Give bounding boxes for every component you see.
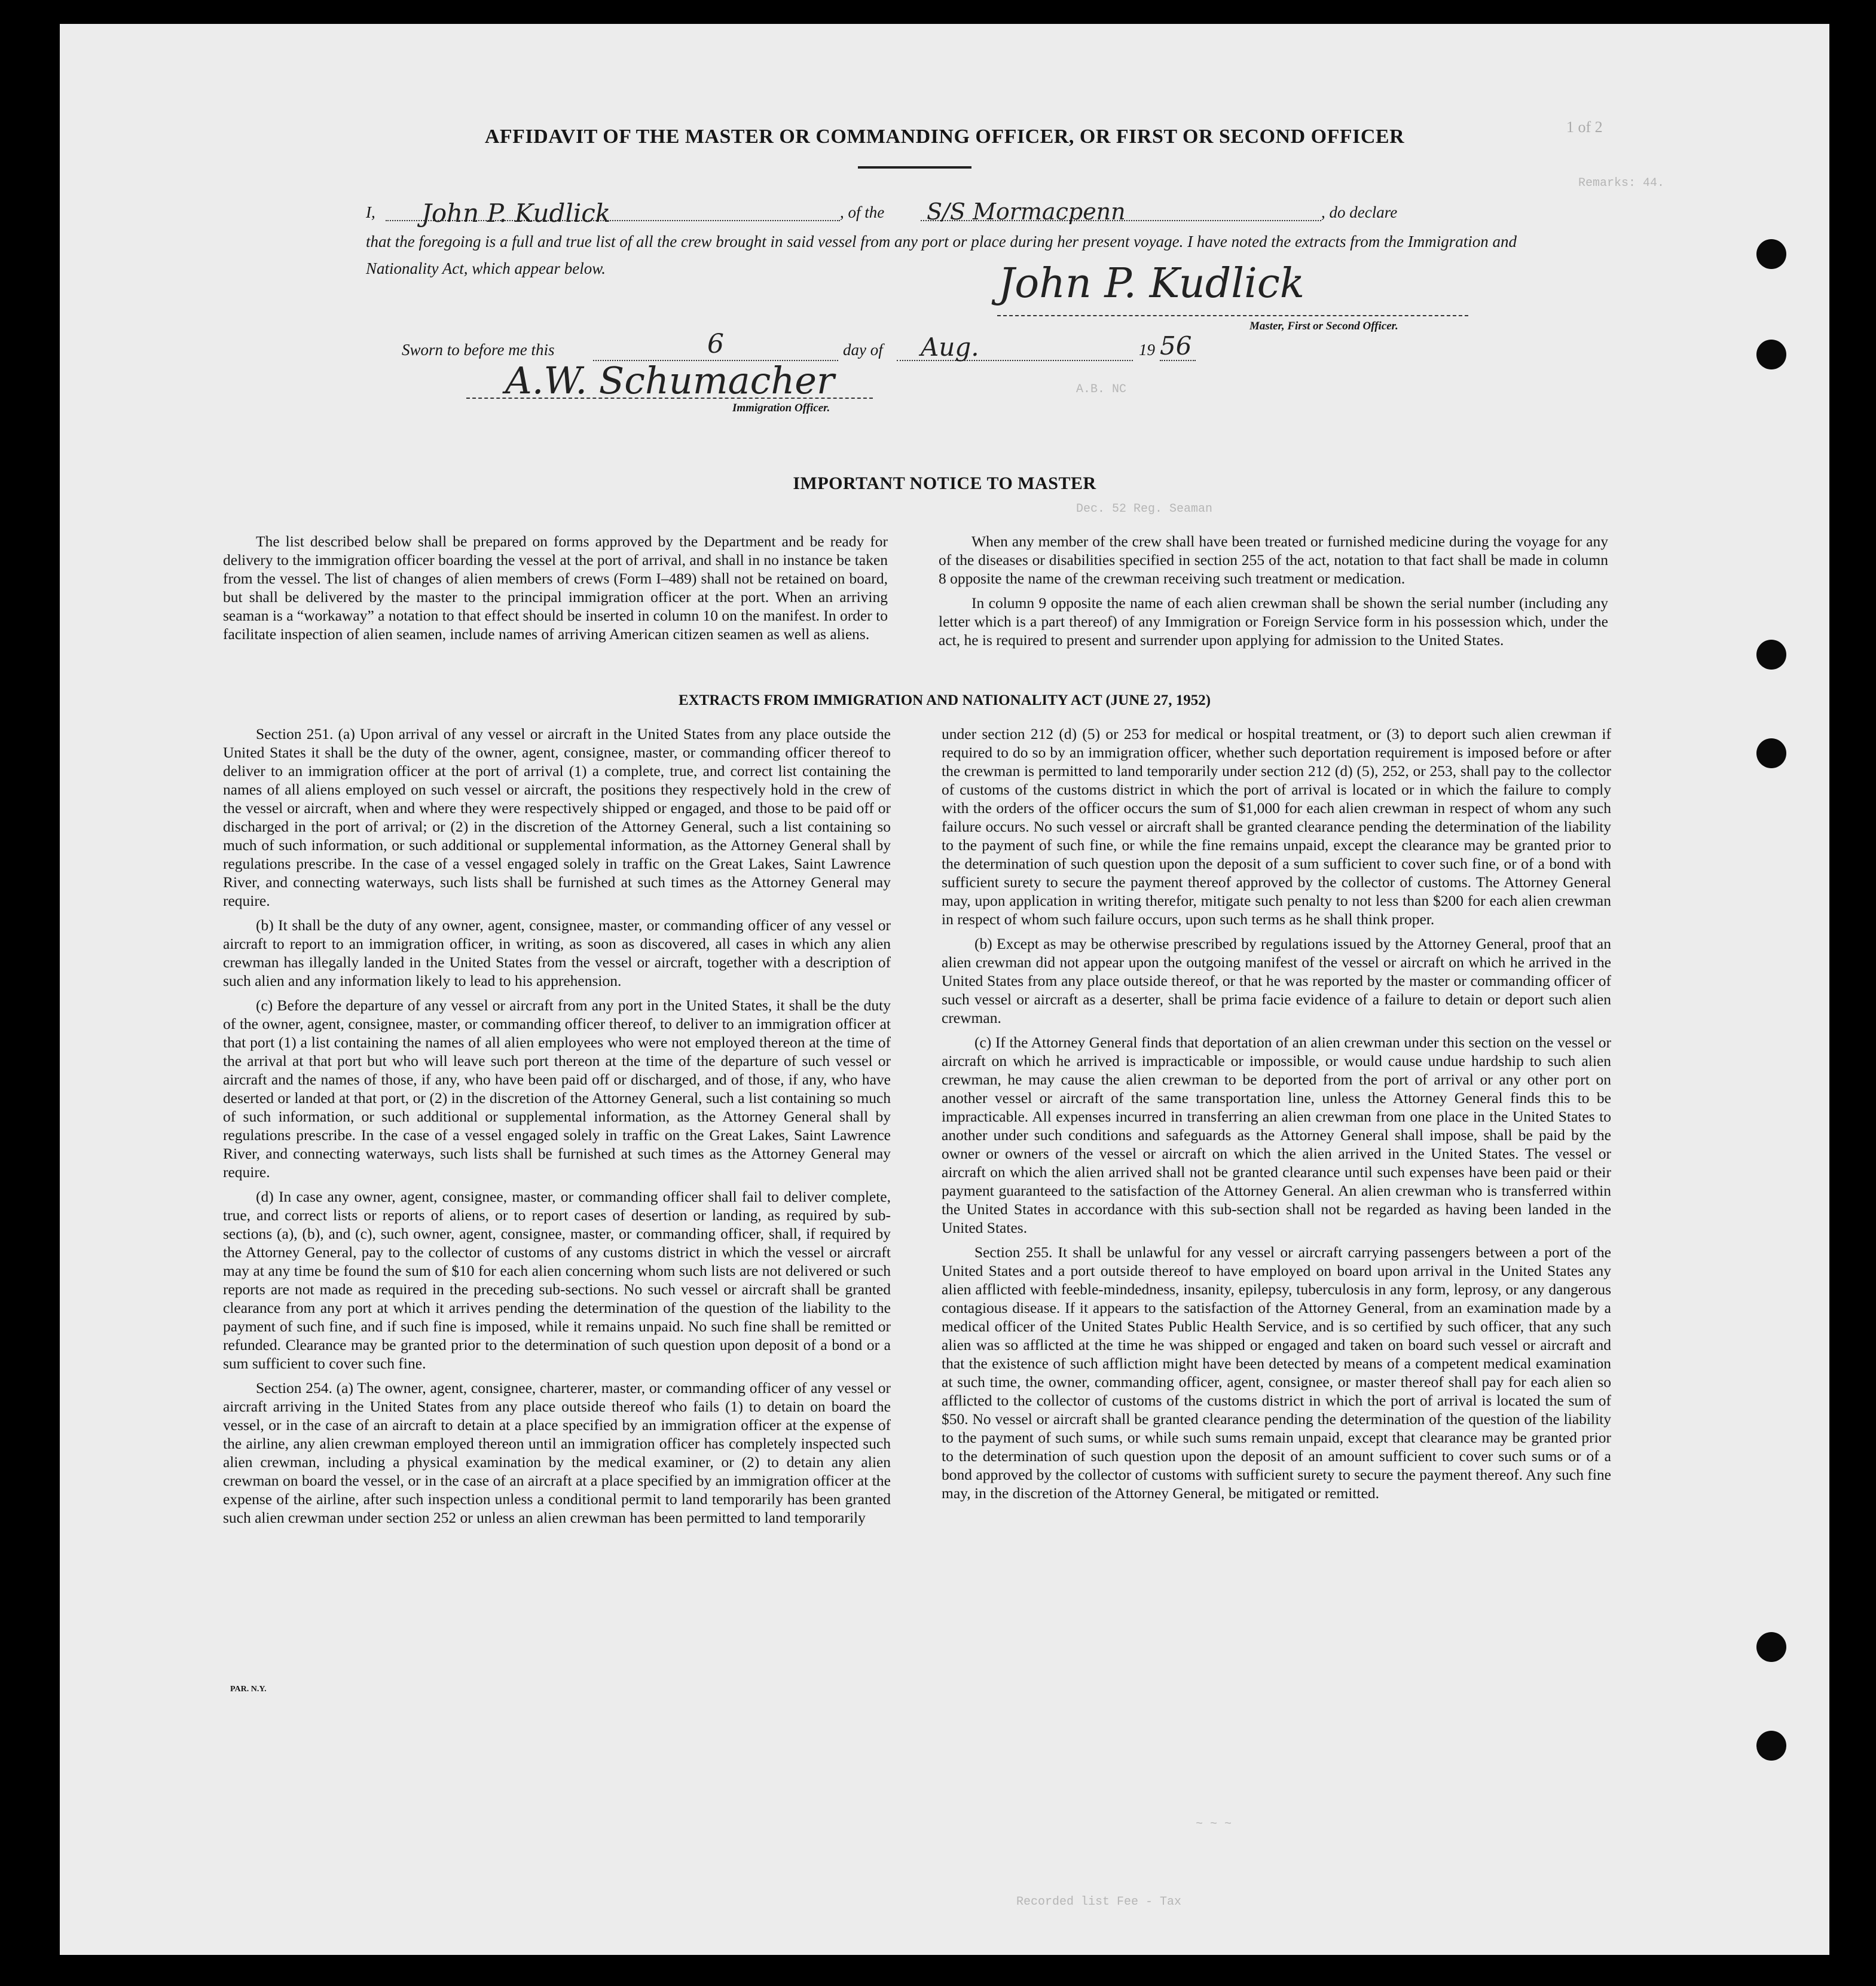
year-line	[1160, 331, 1196, 361]
master-name-handwritten: John P. Kudlick	[421, 198, 611, 228]
act-section-paragraph: Section 251. (a) Upon arrival of any vessel or aircraft in the United States from any place outside the United States it shall be the duty of the owner, agent, consignee, master, or commanding officer thereof to deliver to an immigration officer at the port of arrival (1) a complete, true, and correct list containing the names of all aliens employed on such vessel or aircraft, the positions they respectively hold in the crew of the vessel or aircraft, when and where they were respectively shipped or engaged, and those to be paid off or discharged in the port of arrival; or (2) in the discretion of the Attorney General, such a list containing so much of such information, or such additional or supplemental information, as the Attorney General shall by regulations prescribe. In the case of a vessel engaged solely in traffic on the Great Lakes, Saint Lawrence River, and connecting waterways, such lists shall be furnished at such times as the Attorney General may require.	[223, 725, 891, 909]
document-page	[60, 24, 1829, 1955]
binder-hole	[1756, 1632, 1786, 1662]
act-section-paragraph: (d) In case any owner, agent, consignee, master, or commanding officer shall fail to deliver complete, true, and correct lists or reports of aliens, or to report cases of desertion or landing, as required by sub-sections (a), (b), and (c), such owner, agent, consignee, master, or commanding officer, shall, if required by the Attorney General, pay to the collector of customs of any customs district in which the vessel or aircraft may at any time be found the sum of $10 for each alien concerning whom such lists are not delivered or such reports are not made as required in the preceding sub-sections. No such vessel or aircraft shall be granted clearance from any port at which it arrives pending the determination of the question of the liability to the payment of such fine, and if such fine is imposed, while it remains unpaid. No such fine shall be remitted or refunded. Clearance may be granted prior to the determination of such question upon deposit of a bond or a sum sufficient to cover such fine.	[223, 1188, 891, 1372]
master-signature: John P. Kudlick	[998, 260, 1305, 307]
act-section-paragraph: (b) It shall be the duty of any owner, agent, consignee, master, or commanding officer of any vessel or aircraft to report to an immigration officer, in writing, as soon as discovered, all cases in which any alien crewman has illegally landed in the United States from the vessel or aircraft, together with a description of such alien and any information likely to lead to his apprehension.	[223, 916, 891, 989]
binder-hole	[1756, 340, 1786, 369]
notice-paragraph: The list described below shall be prepared on forms approved by the Department and be ready for delivery to the immigration officer boarding the vessel at the port of arrival, and shall in no instance be taken from the vessel. The list of changes of alien members of crews (Form I–489) shall not be retained on board, but shall be delivered by the master to the principal immigration officer at the port. When an arriving seaman is a “workaway” a notation to that effect should be inserted in column 10 on the manifest. In order to facilitate inspection of alien seamen, include names of arriving American citizen seamen as well as aliens.	[223, 533, 888, 643]
extracts-left-column	[223, 725, 891, 1533]
bleed-through-text: Remarks: 44.	[1578, 176, 1665, 190]
month-line	[897, 332, 1133, 362]
act-section-paragraph: (c) If the Attorney General finds that deportation of an alien crewman under this section on the vessel or aircraft on which he arrived is impracticable or impossible, or would cause undue hardship to such alien crewman, he may cause the alien crewman to be deported from the port of arrival or any other port on another vessel or aircraft of the same transportation line, unless the Attorney General finds this to be impracticable. All expenses incurred in transferring an alien crewman from one place in the United States to another under such conditions and safeguards as the Attorney General shall impose, shall be paid by the owner or owners of the vessel or aircraft on which the alien arrived in the United States. The vessel or aircraft on which the alien arrived shall not be granted clearance until such expenses have been paid or their payment guaranteed to the satisfaction of the Attorney General. An alien crewman who is transferred within the United States in accordance with this sub-section shall not be regarded as having been landed in the United States.	[942, 1034, 1611, 1236]
title-rule	[858, 166, 971, 169]
printer-mark: PAR. N.Y.	[230, 1685, 267, 1694]
bleed-through-text: Dec. 52 Reg. Seaman	[1076, 502, 1213, 516]
corner-mark: 1 of 2	[1566, 118, 1603, 136]
act-section-paragraph: (c) Before the departure of any vessel or aircraft from any port in the United States, it shall be the duty of the owner, agent, consignee, master, or commanding officer thereof, to deliver to an immigration officer at that port (1) a list containing the names of all alien employees who were not employed thereon at the time of the arrival at that port but who will leave such port thereon at the time of the departure of such vessel or aircraft and the names of those, if any, who have been paid off or discharged, and of those, if any, who have deserted or landed at that port, or (2) in the discretion of the Attorney General, such a list containing so much of such information, or such additional or supplemental information, as the Attorney General shall by regulations prescribe. In the case of a vessel engaged solely in traffic on the Great Lakes, Saint Lawrence River, and connecting waterways, such lists shall be furnished at such times as the Attorney General may require.	[223, 997, 891, 1181]
act-section-paragraph: (b) Except as may be otherwise prescribed by regulations issued by the Attorney General, proof that an alien crewman did not appear upon the outgoing manifest of the vessel or aircraft on which he arrived in the United States from any place outside thereof, or that he was reported by the master or commanding officer of such vessel or aircraft as a deserter, shall be prima facie evidence of a failure to detain or deport such alien crewman.	[942, 935, 1611, 1026]
year-handwritten: 56	[1160, 331, 1192, 360]
day-handwritten: 6	[707, 329, 724, 359]
notice-title: IMPORTANT NOTICE TO MASTER	[793, 473, 1096, 493]
master-name-line	[386, 198, 840, 228]
binder-hole	[1756, 239, 1786, 269]
vessel-name-line	[921, 198, 1321, 225]
declaration-text: that the foregoing is a full and true list of all the crew brought in said vessel from any port or place during her present voyage. I have noted the extracts from the Immigration and Nationality Act, which appear below.	[366, 233, 1517, 277]
act-section-paragraph: Section 255. It shall be unlawful for any vessel or aircraft carrying passengers between a port of the United States and a port outside thereof to have employed on board upon arrival in the United States any alien afflicted with feeble-mindedness, insanity, epilepsy, tuberculosis in any form, leprosy, or any dangerous contagious disease. If it appears to the satisfaction of the Attorney General, from an examination made by a medical officer of the United States Public Health Service, and is so certified by such officer, that any such alien was so afflicted at the time he was shipped or engaged and taken on board such vessel or aircraft and that the existence of such affliction might have been detected by means of a competent medical examination at such time, the owner, commanding officer, agent, consignee, or master thereof shall pay for each alien so afflicted to the collector of customs of the customs district in which the port of arrival is located the sum of $50. No vessel or aircraft shall be granted clearance pending the determination of the question of the liability to the payment of such sums, or while such sums remain unpaid, except that clearance may be granted prior to the determination of such question upon the deposit of an amount sufficient to cover such sums or of a bond approved by the collector of customs with sufficient surety to secure the payment thereof. Any such fine may, in the discretion of the Attorney General, be mitigated or remitted.	[942, 1243, 1611, 1502]
officer-signature-line	[466, 398, 873, 399]
of-the-label: , of the	[840, 203, 885, 221]
binder-hole	[1756, 1731, 1786, 1761]
bleed-through-text: Recorded list Fee - Tax	[1016, 1895, 1182, 1909]
page-title: AFFIDAVIT OF THE MASTER OR COMMANDING OFFICER, OR FIRST OR SECOND OFFICER	[484, 126, 1405, 148]
binder-hole	[1756, 738, 1786, 768]
day-of-label: day of	[843, 341, 883, 359]
officer-caption: Immigration Officer.	[732, 402, 830, 414]
notice-left-column	[223, 532, 888, 649]
month-handwritten: Aug.	[921, 332, 979, 362]
act-section-paragraph: Section 254. (a) The owner, agent, consignee, charterer, master, or commanding officer of any vessel or aircraft arriving in the United States from any place outside thereof who fails (1) to detain on board the vessel, or in the case of an aircraft to detain at a place specified by an immigration officer at the expense of the airline, any alien crewman employed thereon until an immigration officer has completely inspected such alien crewman, including a physical examination by the medical examiner, or (2) to detain any alien crewman on board the vessel, or in the case of an aircraft at a place specified by an immigration officer at the expense of the airline, after such inspection unless a conditional permit to land temporarily has been granted such alien crewman under section 252 or unless an alien crewman has been permitted to land temporarily	[223, 1379, 891, 1526]
act-section-paragraph: under section 212 (d) (5) or 253 for medical or hospital treatment, or (3) to deport such alien crewman if required to do so by an immigration officer, whether such deportation requirement is imposed before or after the crewman is permitted to land temporarily under section 212 (d) (5), 252, or 253, shall pay to the collector of customs of the customs district in which the port of arrival is located or in which the failure to comply with the orders of the officer occurs the sum of $1,000 for each alien crewman in respect of whom any such failure occurs. No such vessel or aircraft shall be granted clearance pending the determination of the liability to the payment of such fine, or while the fine remains unpaid, except the clearance may be granted prior to the determination of such question upon the deposit of a sum sufficient to cover such fine, or of a bond with sufficient surety to secure the payment thereof approved by the collector of customs. The Attorney General may, upon application in writing therefor, mitigate such penalty to not less than $200 for each alien crewman in respect of whom such failure occurs, upon such terms as he shall think proper.	[942, 725, 1611, 928]
year-prefix: 19	[1139, 341, 1155, 359]
bleed-through-text: ~ ~ ~	[1196, 1817, 1232, 1831]
notice-paragraph: In column 9 opposite the name of each alien crewman shall be shown the serial number (including any letter which is a part thereof) of any Immigration or Foreign Service form in his possession which, under the act, he is required to present and surrender upon applying for admission to the United States.	[939, 594, 1608, 649]
signature-caption: Master, First or Second Officer.	[1249, 320, 1398, 332]
signature-line	[997, 315, 1468, 316]
notice-paragraph: When any member of the crew shall have been treated or furnished medicine during the voyage for any of the diseases or disabilities specified in section 255 of the act, notation to that fact shall be made in column 8 opposite the name of the crewman receiving such treatment or medication.	[939, 533, 1608, 587]
day-line	[593, 329, 838, 361]
extracts-title: EXTRACTS FROM IMMIGRATION AND NATIONALITY ACT (JUNE 27, 1952)	[678, 692, 1211, 708]
do-declare-label: , do declare	[1321, 203, 1398, 221]
notice-right-column	[939, 532, 1608, 655]
officer-signature: A.W. Schumacher	[505, 359, 835, 402]
binder-hole	[1756, 640, 1786, 670]
i-label: I,	[366, 203, 375, 221]
sworn-label: Sworn to before me this	[402, 341, 555, 359]
vessel-name-handwritten: S/S Mormacpenn	[927, 198, 1126, 225]
bleed-through-text: A.B. NC	[1076, 383, 1127, 396]
extracts-right-column	[942, 725, 1611, 1508]
